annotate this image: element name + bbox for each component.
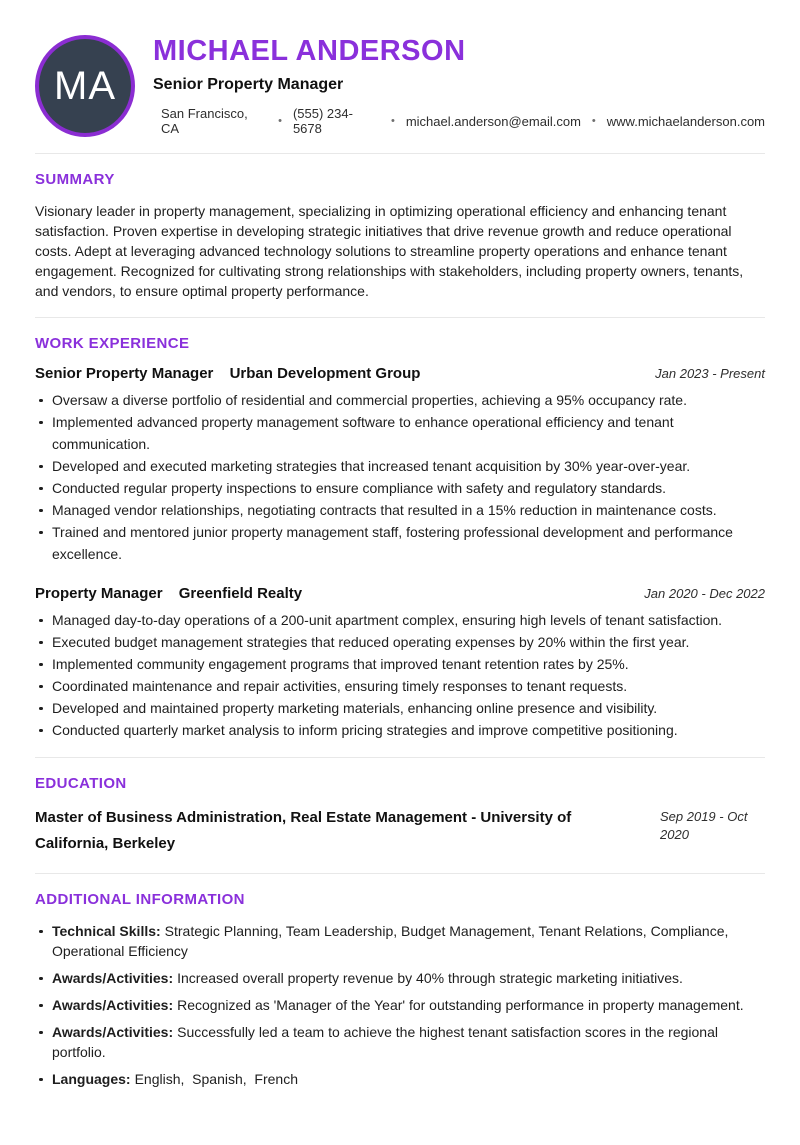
summary-text: Visionary leader in property management, specializing in optimizing operational efficiency and enhancing tenant satisfaction. Proven expertise in developing strategic initiatives that drive revenue growth and reduce operational costs. Adept at leveraging advanced technology solutions to streamline property operations and enhance tenant engagement. Recognized for cultivating strong relationships with stakeholders, including property owners, tenants, and vendors, to ensure optimal property performance.	[35, 203, 744, 299]
job-entry	[35, 365, 765, 565]
additional-info-label: Awards/Activities:	[52, 970, 174, 986]
job-dates: Jan 2023 - Present	[655, 366, 765, 381]
job-bullet: Executed budget management strategies that reduced operating expenses by 20% within the first year.	[35, 631, 765, 653]
section-education	[35, 757, 765, 873]
additional-info-text: Increased overall property revenue by 40% through strategic marketing initiatives.	[177, 970, 683, 986]
education-heading: EDUCATION	[35, 775, 127, 792]
additional-info-label: Technical Skills:	[52, 923, 161, 939]
additional-info-list	[35, 921, 765, 1089]
dot-separator-icon: •	[278, 114, 282, 127]
job-bullet: Conducted regular property inspections to ensure compliance with safety and regulatory standards.	[35, 477, 765, 499]
job-bullet: Trained and mentored junior property management staff, fostering professional development and performance excellence.	[35, 521, 765, 565]
job-header	[35, 365, 765, 382]
job-entry	[35, 585, 765, 741]
additional-info-item	[35, 1069, 765, 1089]
avatar-initials: MA	[54, 64, 116, 108]
job-bullet: Developed and maintained property marketing materials, enhancing online presence and visibility.	[35, 697, 765, 719]
contact-line	[153, 106, 765, 136]
job-header	[35, 585, 765, 602]
header-text	[153, 36, 765, 137]
job-company: Urban Development Group	[229, 365, 421, 382]
summary-heading: SUMMARY	[35, 171, 115, 188]
job-bullet: Oversaw a diverse portfolio of residential and commercial properties, achieving a 95% occupancy rate.	[35, 389, 765, 411]
education-entry	[35, 805, 765, 857]
contact-phone: (555) 234-5678	[292, 106, 353, 137]
job-bullet: Implemented advanced property management software to enhance operational efficiency and tenant communication.	[35, 411, 765, 455]
degree-title: Master of Business Administration, Real Estate Management - University of California, Berkeley	[35, 809, 572, 852]
additional-information-heading: ADDITIONAL INFORMATION	[35, 891, 245, 908]
job-bullet: Coordinated maintenance and repair activities, ensuring timely responses to tenant requests.	[35, 675, 765, 697]
job-dates: Jan 2020 - Dec 2022	[644, 586, 765, 601]
section-additional-information	[35, 873, 765, 1105]
job-bullet: Developed and executed marketing strategies that increased tenant acquisition by 30% year-over-year.	[35, 455, 765, 477]
additional-info-text: Recognized as 'Manager of the Year' for outstanding performance in property management.	[177, 997, 744, 1013]
job-title: Property Manager	[35, 585, 163, 602]
job-bullet-list	[35, 609, 765, 741]
section-work-experience	[35, 317, 765, 757]
additional-info-item	[35, 968, 765, 988]
job-title-group	[35, 365, 420, 382]
job-bullet: Managed vendor relationships, negotiating contracts that resulted in a 15% reduction in maintenance costs.	[35, 499, 765, 521]
job-title-group	[35, 585, 302, 602]
job-company: Greenfield Realty	[178, 585, 303, 602]
resume-header	[35, 35, 765, 153]
job-bullet: Managed day-to-day operations of a 200-unit apartment complex, ensuring high levels of tenant satisfaction.	[35, 609, 765, 631]
additional-info-label: Languages:	[52, 1071, 131, 1087]
additional-info-text: Successfully led a team to achieve the highest tenant satisfaction scores in the regional portfolio.	[52, 1024, 722, 1060]
avatar	[35, 35, 135, 137]
contact-website: www.michaelanderson.com	[606, 113, 765, 129]
additional-info-item	[35, 1022, 765, 1062]
additional-info-label: Awards/Activities:	[52, 997, 174, 1013]
additional-info-item	[35, 921, 765, 961]
contact-email: michael.anderson@email.com	[405, 113, 581, 129]
additional-info-text: Strategic Planning, Team Leadership, Budget Management, Tenant Relations, Compliance, Operational Efficiency	[52, 923, 733, 959]
additional-info-text: English, Spanish, French	[134, 1071, 298, 1087]
education-dates: Sep 2019 - Oct 2020	[660, 809, 748, 842]
job-bullet: Conducted quarterly market analysis to inform pricing strategies and improve competitive positioning.	[35, 719, 765, 741]
work-experience-heading: WORK EXPERIENCE	[35, 335, 190, 352]
dot-separator-icon: •	[390, 114, 395, 127]
additional-info-item	[35, 995, 765, 1015]
page-title: MICHAEL ANDERSON	[153, 34, 466, 67]
job-title: Senior Property Manager	[35, 365, 214, 382]
job-bullet: Implemented community engagement programs that improved tenant retention rates by 25%.	[35, 653, 765, 675]
dot-separator-icon: •	[591, 114, 596, 127]
job-bullet-list	[35, 389, 765, 565]
contact-location: San Francisco, CA	[161, 106, 248, 137]
additional-info-label: Awards/Activities:	[52, 1024, 174, 1040]
headline: Senior Property Manager	[153, 76, 344, 94]
section-summary	[35, 153, 765, 317]
